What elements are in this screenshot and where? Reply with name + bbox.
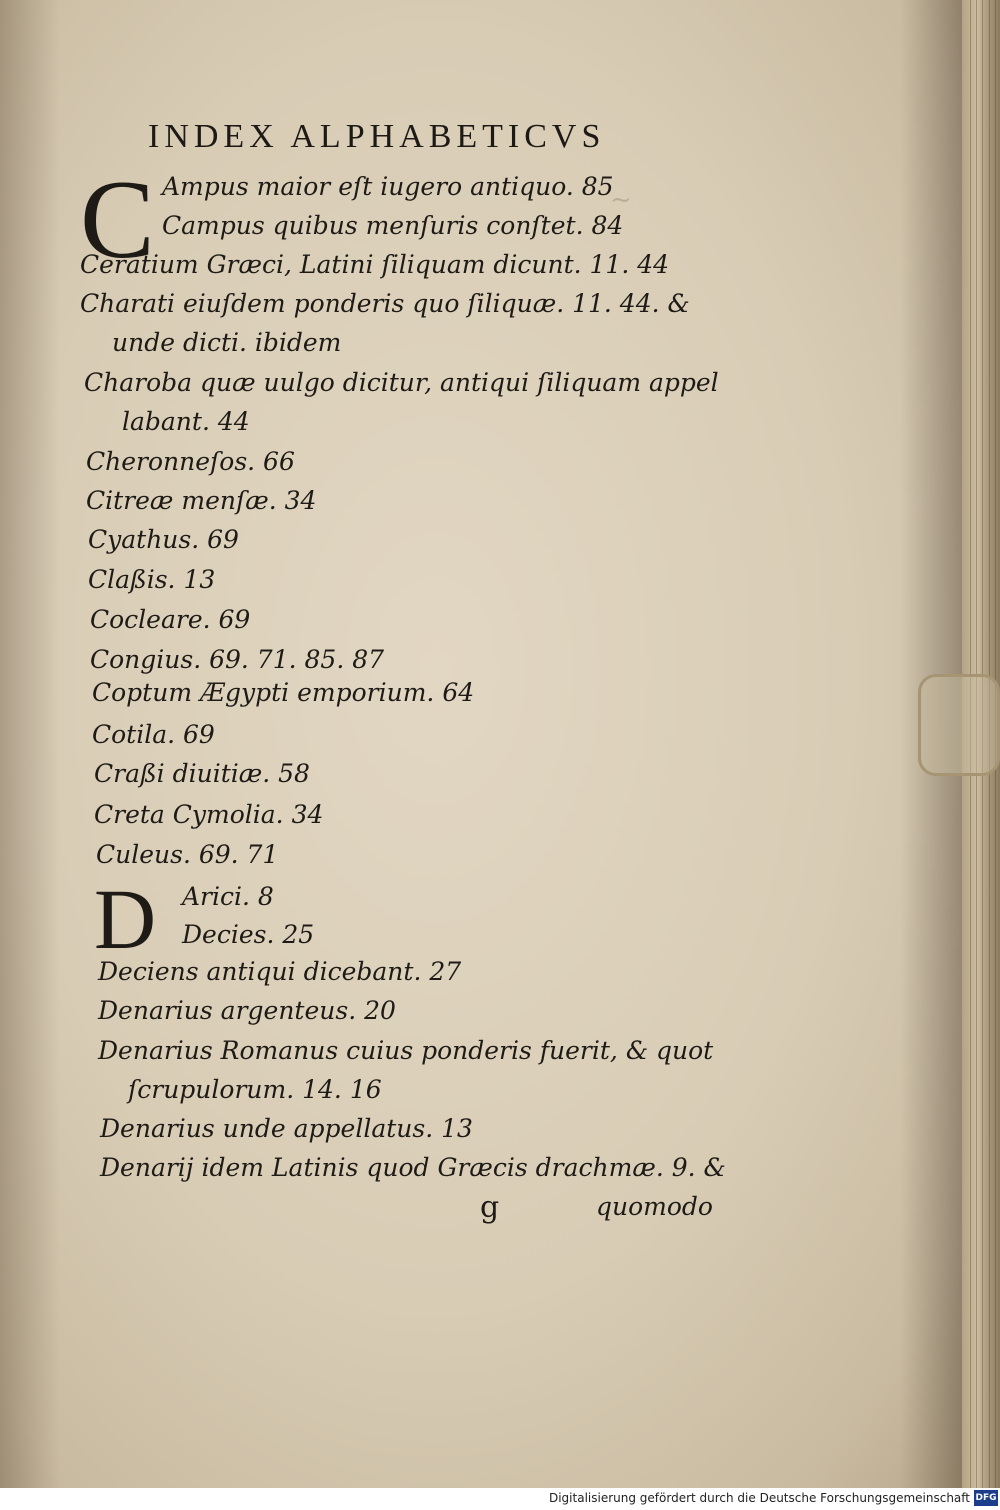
dfg-logo: DFG <box>974 1490 998 1506</box>
index-entry: Cocleare. 69 <box>90 605 251 634</box>
index-entry: Cheronneſos. 66 <box>86 447 295 476</box>
signature-mark: g <box>480 1190 500 1225</box>
index-entry: Congius. 69. 71. 85. 87 <box>90 645 385 674</box>
catchword: quomodo <box>596 1192 713 1221</box>
index-entry: Claßis. 13 <box>88 565 216 594</box>
index-entry: Ampus maior eſt iugero antiquo. 85 <box>162 172 614 201</box>
index-entry-continuation: unde dicti. ibidem <box>112 328 342 357</box>
funding-credit: Digitalisierung gefördert durch die Deutsche Forschungsgemeinschaft <box>548 1491 970 1505</box>
page-left-shadow <box>0 0 60 1488</box>
index-entry: Citreæ menſæ. 34 <box>86 486 317 515</box>
index-entry: Cyathus. 69 <box>88 525 239 554</box>
book-clasp <box>918 674 1000 776</box>
page-header: INDEX ALPHABETICVS <box>148 118 606 155</box>
index-entry: Charati eiuſdem ponderis quo ſiliquæ. 11. 44. & <box>80 289 690 318</box>
index-entry: Coptum Ægypti emporium. 64 <box>92 678 475 707</box>
index-entry-continuation: ſcrupulorum. 14. 16 <box>128 1075 382 1104</box>
show-through: ~ <box>610 185 632 215</box>
index-entry: Denarius argenteus. 20 <box>98 996 396 1025</box>
index-entry: Culeus. 69. 71 <box>96 840 279 869</box>
index-entry: Deciens antiqui dicebant. 27 <box>98 957 462 986</box>
index-entry: Denarius Romanus cuius ponderis fuerit, & quot <box>98 1036 714 1065</box>
index-entry: Denarius unde appellatus. 13 <box>100 1114 473 1143</box>
index-entry: Decies. 25 <box>182 920 315 949</box>
index-entry: Creta Cymolia. 34 <box>94 800 324 829</box>
index-entry: Cotila. 69 <box>92 720 215 749</box>
index-entry: Campus quibus menſuris conſtet. 84 <box>162 211 624 240</box>
index-entry: Craßi diuitiæ. 58 <box>94 759 310 788</box>
initial-c: C <box>80 158 155 282</box>
initial-d: D <box>94 871 157 967</box>
index-entry: Denarij idem Latinis quod Græcis drachmæ. 9. & <box>100 1153 726 1182</box>
index-entry: Arici. 8 <box>182 882 274 911</box>
index-entry: Charoba quæ uulgo dicitur, antiqui ſiliquam appel <box>84 368 719 397</box>
index-entry: Ceratium Græci, Latini ſiliquam dicunt. 11. 44 <box>80 250 670 279</box>
index-entry-continuation: labant. 44 <box>122 407 250 436</box>
